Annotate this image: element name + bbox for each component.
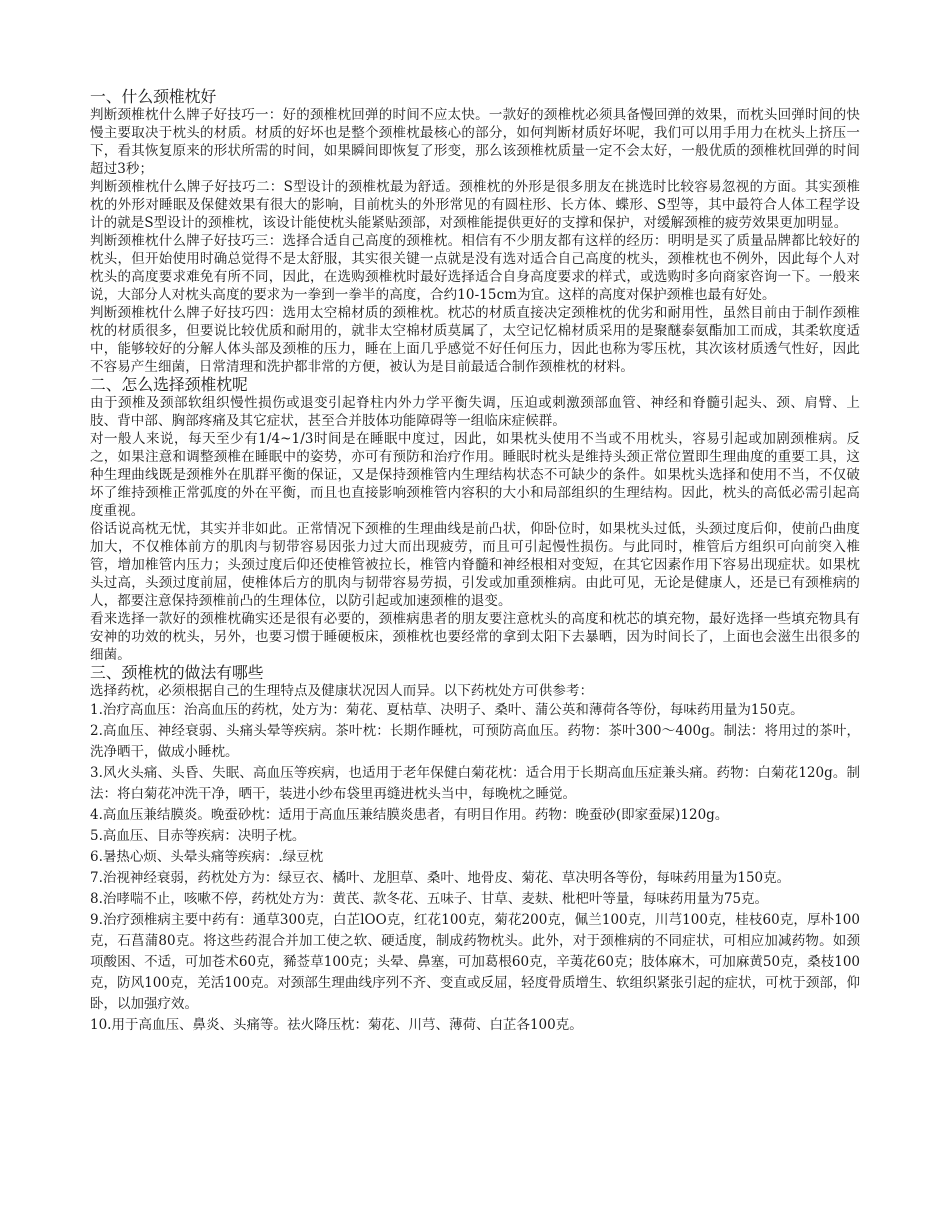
list-item: 8.治哮喘不止，咳嗽不停，药枕处方为：黄芪、款冬花、五味子、甘草、麦麸、枇杷叶等量，每味药用量为75克。 <box>90 891 769 907</box>
section-1 <box>90 88 860 376</box>
paragraph: 俗话说高枕无忧，其实并非如此。正常情况下颈椎的生理曲线是前凸状，仰卧位时，如果枕头过低，头颈过度后仰，使前凸曲度加大，不仅椎体前方的肌肉与韧带容易因张力过大而出现疲劳，而且可引起慢性损伤。与此同时，椎管后方组织可向前突入椎管，增加椎管内压力；头颈过度后仰还使椎管被拉长，椎管内脊髓和神经根相对变短，在其它因素作用下容易出现症状。如果枕头过高，头颈过度前屈，使椎体后方的肌肉与韧带容易劳损，引发或加重颈椎病。由此可见，无论是健康人，还是已有颈椎病的人，都要注意保持颈椎前凸的生理体位，以防引起或加速颈椎的退变。 <box>90 521 860 609</box>
list-item: 2.高血压、神经衰弱、头痛头晕等疾病。茶叶枕：长期作睡枕，可预防高血压。药物：茶叶300～400g。制法：将用过的茶叶，洗净晒干，做成小睡枕。 <box>90 723 860 760</box>
paragraph: 判断颈椎枕什么牌子好技巧三：选择合适自己高度的颈椎枕。相信有不少朋友都有这样的经历：明明是买了质量品牌都比较好的枕头，但开始使用时确总觉得不是太舒服，其实很关键一点就是没有选对适合自己高度的枕头，颈椎枕也不例外，因此每个人对枕头的高度要求难免有所不同，因此，在选购颈椎枕时最好选择适合自身高度要求的样式，或选购时多向商家咨询一下。一般来说，大部分人对枕头高度的要求为一拳到一拳半的高度，合约10-15cm为宜。这样的高度对保护颈椎也最有好处。 <box>90 233 860 303</box>
list-item: 6.暑热心烦、头晕头痛等疾病：.绿豆枕 <box>90 849 324 865</box>
paragraph: 对一般人来说，每天至少有1/4~1/3时间是在睡眠中度过，因此，如果枕头使用不当或不用枕头，容易引起或加剧颈椎病。反之，如果注意和调整颈椎在睡眠中的姿势，亦可有预防和治疗作用。睡眠时枕头是维持头颈正常位置即生理曲度的重要工具，这种生理曲线既是颈椎外在肌群平衡的保证，又是保持颈椎管内生理结构状态不可缺少的条件。如果枕头选择和使用不当，不仅破坏了维持颈椎正常弧度的外在平衡，而且也直接影响颈椎管内容积的大小和局部组织的生理结构。因此，枕头的高低必需引起高度重视。 <box>90 431 860 519</box>
section-heading: 一、什么颈椎枕好 <box>90 87 217 106</box>
list-item: 1.治疗高血压：治高血压的药枕，处方为：菊花、夏枯草、决明子、桑叶、蒲公英和薄荷各等份，每味药用量为150克。 <box>90 702 804 718</box>
document-page <box>90 88 860 1036</box>
paragraph: 由于颈椎及颈部软组织慢性损伤或退变引起脊柱内外力学平衡失调，压迫或刺激颈部血管、神经和脊髓引起头、颈、肩臂、上肢、背中部、胸部疼痛及其它症状，甚至合并肢体功能障碍等一组临床症候群。 <box>90 395 860 429</box>
list-item: 4.高血压兼结膜炎。晚蚕砂枕：适用于高血压兼结膜炎患者，有明目作用。药物：晚蚕砂(即家蚕屎)120g。 <box>90 807 729 823</box>
section-2 <box>90 376 860 664</box>
list-item: 3.风火头痛、头昏、失眠、高血压等疾病，也适用于老年保健白菊花枕：适合用于长期高血压症兼头痛。药物：白菊花120g。制法：将白菊花冲洗干净，晒干，装进小纱布袋里再缝进枕头当中，每晚枕之睡觉。 <box>90 765 860 802</box>
list-item: 10.用于高血压、鼻炎、头痛等。祛火降压枕：菊花、川芎、薄荷、白芷各100克。 <box>90 1017 583 1033</box>
list-item: 7.治视神经衰弱，药枕处方为：绿豆衣、橘叶、龙胆草、桑叶、地骨皮、菊花、草决明各等份，每味药用量为150克。 <box>90 870 791 886</box>
section-3 <box>90 664 860 1036</box>
paragraph: 判断颈椎枕什么牌子好技巧一：好的颈椎枕回弹的时间不应太快。一款好的颈椎枕必须具备慢回弹的效果，而枕头回弹时间的快慢主要取决于枕头的材质。材质的好坏也是整个颈椎枕最核心的部分，如何判断材质好坏呢，我们可以用手用力在枕头上挤压一下，看其恢复原来的形状所需的时间，如果瞬间即恢复了形变，那么该颈椎枕质量一定不会太好，一般优质的颈椎枕回弹的时间超过3秒； <box>90 107 860 177</box>
paragraph: 判断颈椎枕什么牌子好技巧二：S型设计的颈椎枕最为舒适。颈椎枕的外形是很多朋友在挑选时比较容易忽视的方面。其实颈椎枕的外形对睡眠及保健效果有很大的影响，目前枕头的外形常见的有圆柱形、长方体、蝶形、S型等，其中最符合人体工程学设计的就是S型设计的颈椎枕，该设计能使枕头能紧贴颈部，对颈椎能提供更好的支撑和保护，对缓解颈椎的疲劳效果更加明显。 <box>90 179 860 231</box>
paragraph: 选择药枕，必须根据自己的生理特点及健康状况因人而异。以下药枕处方可供参考： <box>90 683 594 699</box>
paragraph: 看来选择一款好的颈椎枕确实还是很有必要的，颈椎病患者的朋友要注意枕头的高度和枕芯的填充物，最好选择一些填充物具有安神的功效的枕头，另外，也要习惯于睡硬板床，颈椎枕也要经常的拿到太阳下去暴晒，因为时间长了，上面也会滋生出很多的细菌。 <box>90 611 860 663</box>
section-heading: 三、颈椎枕的做法有哪些 <box>90 663 264 682</box>
paragraph: 判断颈椎枕什么牌子好技巧四：选用太空棉材质的颈椎枕。枕芯的材质直接决定颈椎枕的优劣和耐用性，虽然目前由于制作颈椎枕的材质很多，但要说比较优质和耐用的，就非太空棉材质莫属了，太空记忆棉材质采用的是聚醚泰氨酯加工而成，其柔软度适中，能够较好的分解人体头部及颈椎的压力，睡在上面几乎感觉不好任何压力，因此也称为零压枕，其次该材质透气性好，因此不容易产生细菌，日常清理和洗护都非常的方便，被认为是目前最适合制作颈椎枕的材料。 <box>90 305 860 375</box>
list-item: 5.高血压、目赤等疾病：决明子枕。 <box>90 828 306 844</box>
list-item: 9.治疗颈椎病主要中药有：通草300克，白芷lOO克，红花100克，菊花200克，佩兰100克，川芎100克，桂枝60克，厚朴100克，石菖蒲80克。将这些药混合并加工使之软、硬适度，制成药物枕头。此外，对于颈椎病的不同症状，可相应加减药物。如颈项酸困、不适，可加苍术60克，豨莶草100克；头晕、鼻塞，可加葛根60克，辛荑花60克；肢体麻木，可加麻黄50克，桑枝100克，防风100克，羌活100克。对颈部生理曲线序列不齐、变直或反屈，轻度骨质增生、软组织紧张引起的症状，可枕于颈部，仰卧，以加强疗效。 <box>90 912 860 1012</box>
section-heading: 二、怎么选择颈椎枕呢 <box>90 375 248 394</box>
